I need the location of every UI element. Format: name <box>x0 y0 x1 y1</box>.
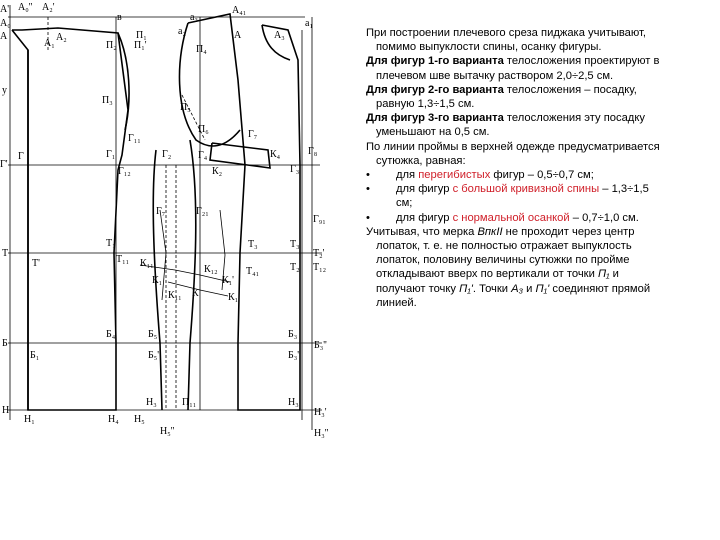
label-a4: А₀ <box>0 18 11 29</box>
label-n8: Н₃' <box>314 407 327 418</box>
label-b1: в <box>117 12 122 23</box>
label-t5: Т₄₁ <box>246 266 260 277</box>
label-k1: К₁₁ <box>140 258 154 269</box>
label-g13: Г₂₁ <box>196 206 209 217</box>
label-n4: Н₅ <box>134 414 145 425</box>
label-b3: А₄₁ <box>232 5 247 16</box>
label-k7: К₁ <box>228 292 239 303</box>
label-t1: Т <box>2 248 9 259</box>
waist-dart-1 <box>160 210 166 300</box>
para-3: Для фигур 2-го варианта телосложения – посадку, равную 1,3÷1,5 см. <box>366 83 637 111</box>
label-n7: Н₃ <box>288 397 299 408</box>
label-g8: Г₈ <box>308 146 318 157</box>
para-1: При построении плечевого среза пиджака учитывают, помимо выпуклости спины, осанку фигуры. <box>366 27 647 54</box>
para-5: По линии проймы в верхней одежде предусматривается сутюжка, равная: <box>366 140 660 167</box>
label-p5: П₃ <box>102 95 113 106</box>
label-bb5: Б₅' <box>148 350 160 361</box>
label-k4: К₁' <box>222 275 234 286</box>
label-t9: Т₂ <box>290 262 300 273</box>
label-p3: П₂ <box>106 40 117 51</box>
label-t6: Т₃ <box>248 239 258 250</box>
label-n3: Н₄ <box>108 414 119 425</box>
label-g10: К₄ <box>270 149 281 160</box>
label-g12: Г₁₂ <box>118 166 131 177</box>
label-k3: К₁ <box>152 275 163 286</box>
bullet-icon: • <box>366 169 370 182</box>
bullet-icon: • <box>366 183 370 196</box>
label-k5: К <box>192 288 199 299</box>
label-t2: Т₁ <box>106 238 116 249</box>
label-bb6: Б₃ <box>288 329 298 340</box>
bullet-list <box>366 168 666 225</box>
label-bb4: Б₅ <box>148 329 158 340</box>
label-g6: Г₄ <box>198 150 208 161</box>
label-bb1: Б <box>2 338 8 349</box>
label-y: у <box>2 85 7 96</box>
label-t4: Т₁₁ <box>116 254 130 265</box>
para-6: Учитывая, что мерка ВпкII не проходит через центр лопаток, т. е. не полностью отражает выпуклость лопаток, половину величины сутюжки по пройме откладывают вверх по вертикали от точки П₁ и получают точку П₁'. Точки А₃ и П₁' соединяют прямой линией. <box>366 225 651 309</box>
label-bb7: Б₃' <box>288 350 300 361</box>
label-b7: А₃ <box>274 30 285 41</box>
label-k6: К₁₁ <box>168 290 182 301</box>
label-t10: Т₂' <box>313 248 325 259</box>
description-text <box>366 26 666 310</box>
para-4: Для фигур 3-го варианта телосложения эту посадку уменьшают на 0,5 см. <box>366 112 645 139</box>
jacket-pattern-diagram <box>0 0 355 440</box>
label-t3: Т' <box>32 258 40 269</box>
label-p7: П₅ <box>180 102 191 113</box>
label-a5: А <box>0 31 8 42</box>
label-g2: Г <box>18 151 24 162</box>
label-p4: П₄ <box>196 44 207 55</box>
label-bb8: Б₃'' <box>314 340 327 351</box>
label-n1: Н <box>2 405 10 416</box>
label-g7: Г₇ <box>248 129 258 140</box>
bullet-item-1: • для перегибистых фигур – 0,5÷0,7 см; <box>366 169 594 182</box>
label-a1: А' <box>0 4 10 15</box>
label-g4: Г₁₁ <box>128 133 141 144</box>
label-n2: Н₁ <box>24 414 35 425</box>
label-a7: А₁ <box>44 38 55 49</box>
label-n5: Н₃ <box>146 397 157 408</box>
label-bb3: Б₄ <box>106 329 116 340</box>
label-g15: Г₉₁ <box>313 214 326 225</box>
front-armhole <box>179 23 240 146</box>
pocket-dart <box>210 143 270 168</box>
label-a3: А₂' <box>42 2 55 13</box>
label-t7: Т₃ <box>290 239 300 250</box>
label-n9: Н₃'' <box>314 428 329 439</box>
label-b6: А <box>234 30 242 41</box>
label-g11: К₂ <box>212 166 223 177</box>
label-a2: А₀'' <box>18 2 33 13</box>
label-b4: а₁ <box>305 18 313 29</box>
label-bb2: Б₁ <box>30 350 40 361</box>
label-k2: К₁₂ <box>204 264 218 275</box>
label-t8: Т₁₂ <box>313 262 327 273</box>
label-g1: Г' <box>0 159 8 170</box>
label-g3: Г₁ <box>106 149 116 160</box>
label-p2: П₁' <box>134 40 147 51</box>
label-b5: а₂ <box>178 26 186 37</box>
label-g5: Г₂ <box>162 149 172 160</box>
label-n10: Н₅'' <box>160 426 175 437</box>
label-b2: а₃ <box>190 12 198 23</box>
side-front <box>188 140 196 410</box>
label-n6: П₁₁ <box>182 397 197 408</box>
label-g9: Г₃ <box>290 164 300 175</box>
label-a6: А₂ <box>56 32 67 43</box>
bullet-item-3: • для фигур с нормальной осанкой – 0,7÷1,0 см. <box>366 211 639 224</box>
bullet-item-2: • для фигур с большой кривизной спины – 1,3÷1,5 см; <box>366 183 649 210</box>
para-2: Для фигур 1-го варианта телосложения проектируют в плечевом шве вытачку раствором 2,0÷2,5 см. <box>366 55 660 82</box>
label-p1: П₁ <box>136 30 147 41</box>
label-p6: П₆ <box>198 124 209 135</box>
label-g14: Г₇ <box>156 206 166 217</box>
bullet-icon: • <box>366 211 370 224</box>
